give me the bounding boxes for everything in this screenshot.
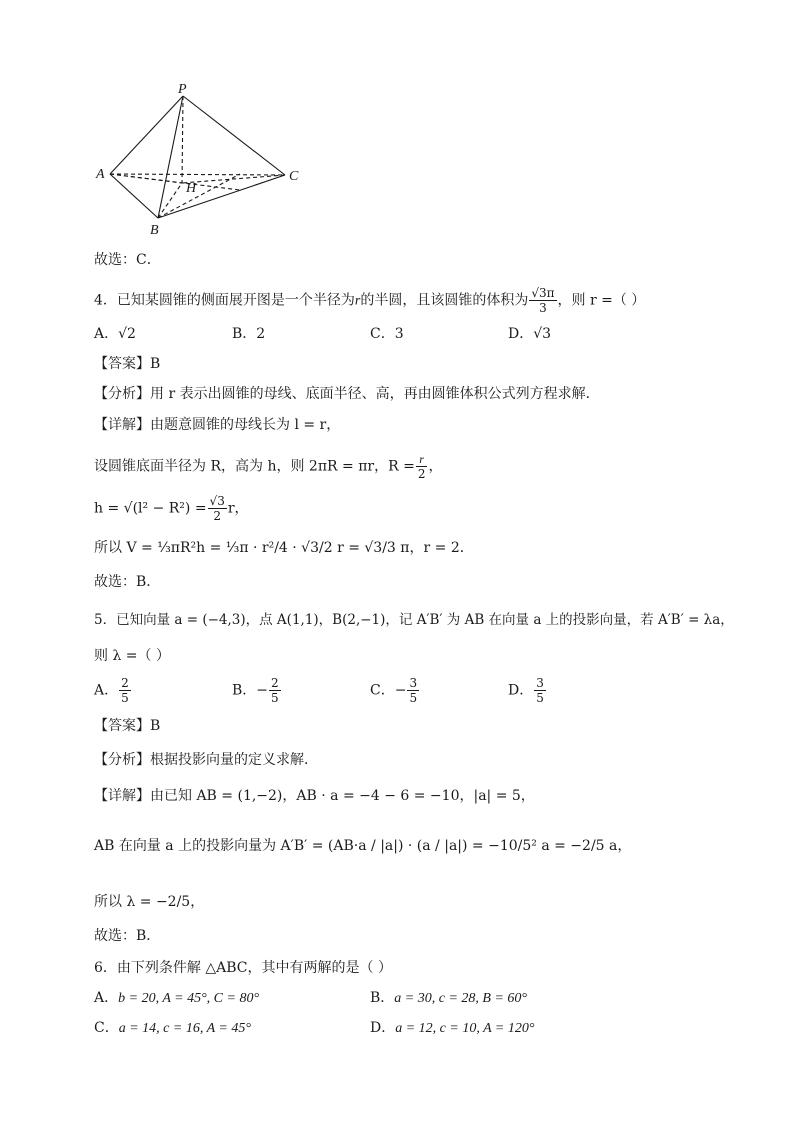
q4-answer: 【答案】B xyxy=(94,356,161,372)
edge-b-ac xyxy=(158,174,240,218)
edge-pa xyxy=(110,96,183,174)
q4-option-a: A．√2 xyxy=(94,326,136,342)
q4-option-c: C．3 xyxy=(370,326,404,342)
q4-stem: 4．已知某圆锥的侧面展开图是一个半径为r的半圆，且该圆锥的体积为 $\frac{√3\pi}{3}$ ，则 r =（ ） xyxy=(94,286,646,315)
edge-bc xyxy=(158,175,285,218)
q4-conclusion: 故选：B． xyxy=(94,574,161,590)
q5-analysis: 【分析】根据投影向量的定义求解． xyxy=(94,752,318,768)
q4-detail-4: 所以 V = ⅓πR²h = ⅓π · r²/4 · √3/2 r = √3/3 π，r = 2． xyxy=(94,540,474,556)
edge-ch xyxy=(182,175,285,183)
q6-option-d: D．a = 12, c = 10, A = 120° xyxy=(370,1020,535,1036)
edge-a-bc xyxy=(110,174,240,190)
q5-option-a: A． $\frac{2}{5}$ xyxy=(94,676,129,705)
q6-option-b: B．a = 30, c = 28, B = 60° xyxy=(370,990,528,1006)
edge-pc xyxy=(183,96,285,175)
q5-stem-1: 5．已知向量 a = (−4,3)，点 A(1,1)，B(2,−1)，记 A′B′ 为 AB 在向量 a 上的投影向量，若 A′B′ = λa， xyxy=(94,612,734,628)
q5-stem-2: 则 λ =（ ） xyxy=(94,648,170,664)
label-c: C xyxy=(289,169,299,184)
q5-conclusion: 故选：B． xyxy=(94,928,161,944)
q6-stem: 6．由下列条件解 △ABC，其中有两解的是（ ） xyxy=(94,960,392,976)
q6-option-a: A．b = 20, A = 45°, C = 80° xyxy=(94,990,260,1006)
q4-detail-1: 【详解】由题意圆锥的母线长为 l = r， xyxy=(94,417,341,433)
q5-option-d: D． $\frac{3}{5}$ xyxy=(508,676,544,705)
edge-ph xyxy=(182,96,183,183)
q6-option-c: C．a = 14, c = 16, A = 45° xyxy=(94,1020,251,1036)
pyramid-figure xyxy=(90,80,310,240)
label-b: B xyxy=(150,223,159,238)
q3-conclusion: 故选：C． xyxy=(94,252,161,268)
label-h: H xyxy=(186,181,197,196)
q4-option-b: B．2 xyxy=(232,326,266,342)
q4-detail-2: 设圆锥底面半径为 R，高为 h，则 2πR = πr，R = $\frac{r}{2}$ ， xyxy=(94,452,443,481)
q5-answer: 【答案】B xyxy=(94,718,161,734)
q5-detail-3: 所以 λ = −2/5， xyxy=(94,894,205,910)
q4-analysis: 【分析】用 r 表示出圆锥的母线、底面半径、高，再由圆锥体积公式列方程求解． xyxy=(94,386,600,402)
label-p: P xyxy=(178,82,187,97)
q5-option-b: B．− $\frac{2}{5}$ xyxy=(232,676,279,705)
q5-detail-1: 【详解】由已知 AB = (1,−2)，AB · a = −4 − 6 = −10，|a| = 5， xyxy=(94,788,535,804)
edge-ab xyxy=(110,174,158,218)
label-a: A xyxy=(96,167,105,182)
q4-detail-3: h = √(l² − R²) = $\frac{√3}{2}$ r， xyxy=(94,494,249,523)
q4-option-d: D．√3 xyxy=(508,326,552,342)
q5-option-c: C．− $\frac{3}{5}$ xyxy=(370,676,418,705)
edge-ac xyxy=(110,174,285,175)
q5-detail-2: AB 在向量 a 上的投影向量为 A′B′ = (AB·a / |a|) · (a / |a|) = −10/5² a = −2/5 a， xyxy=(94,838,632,854)
